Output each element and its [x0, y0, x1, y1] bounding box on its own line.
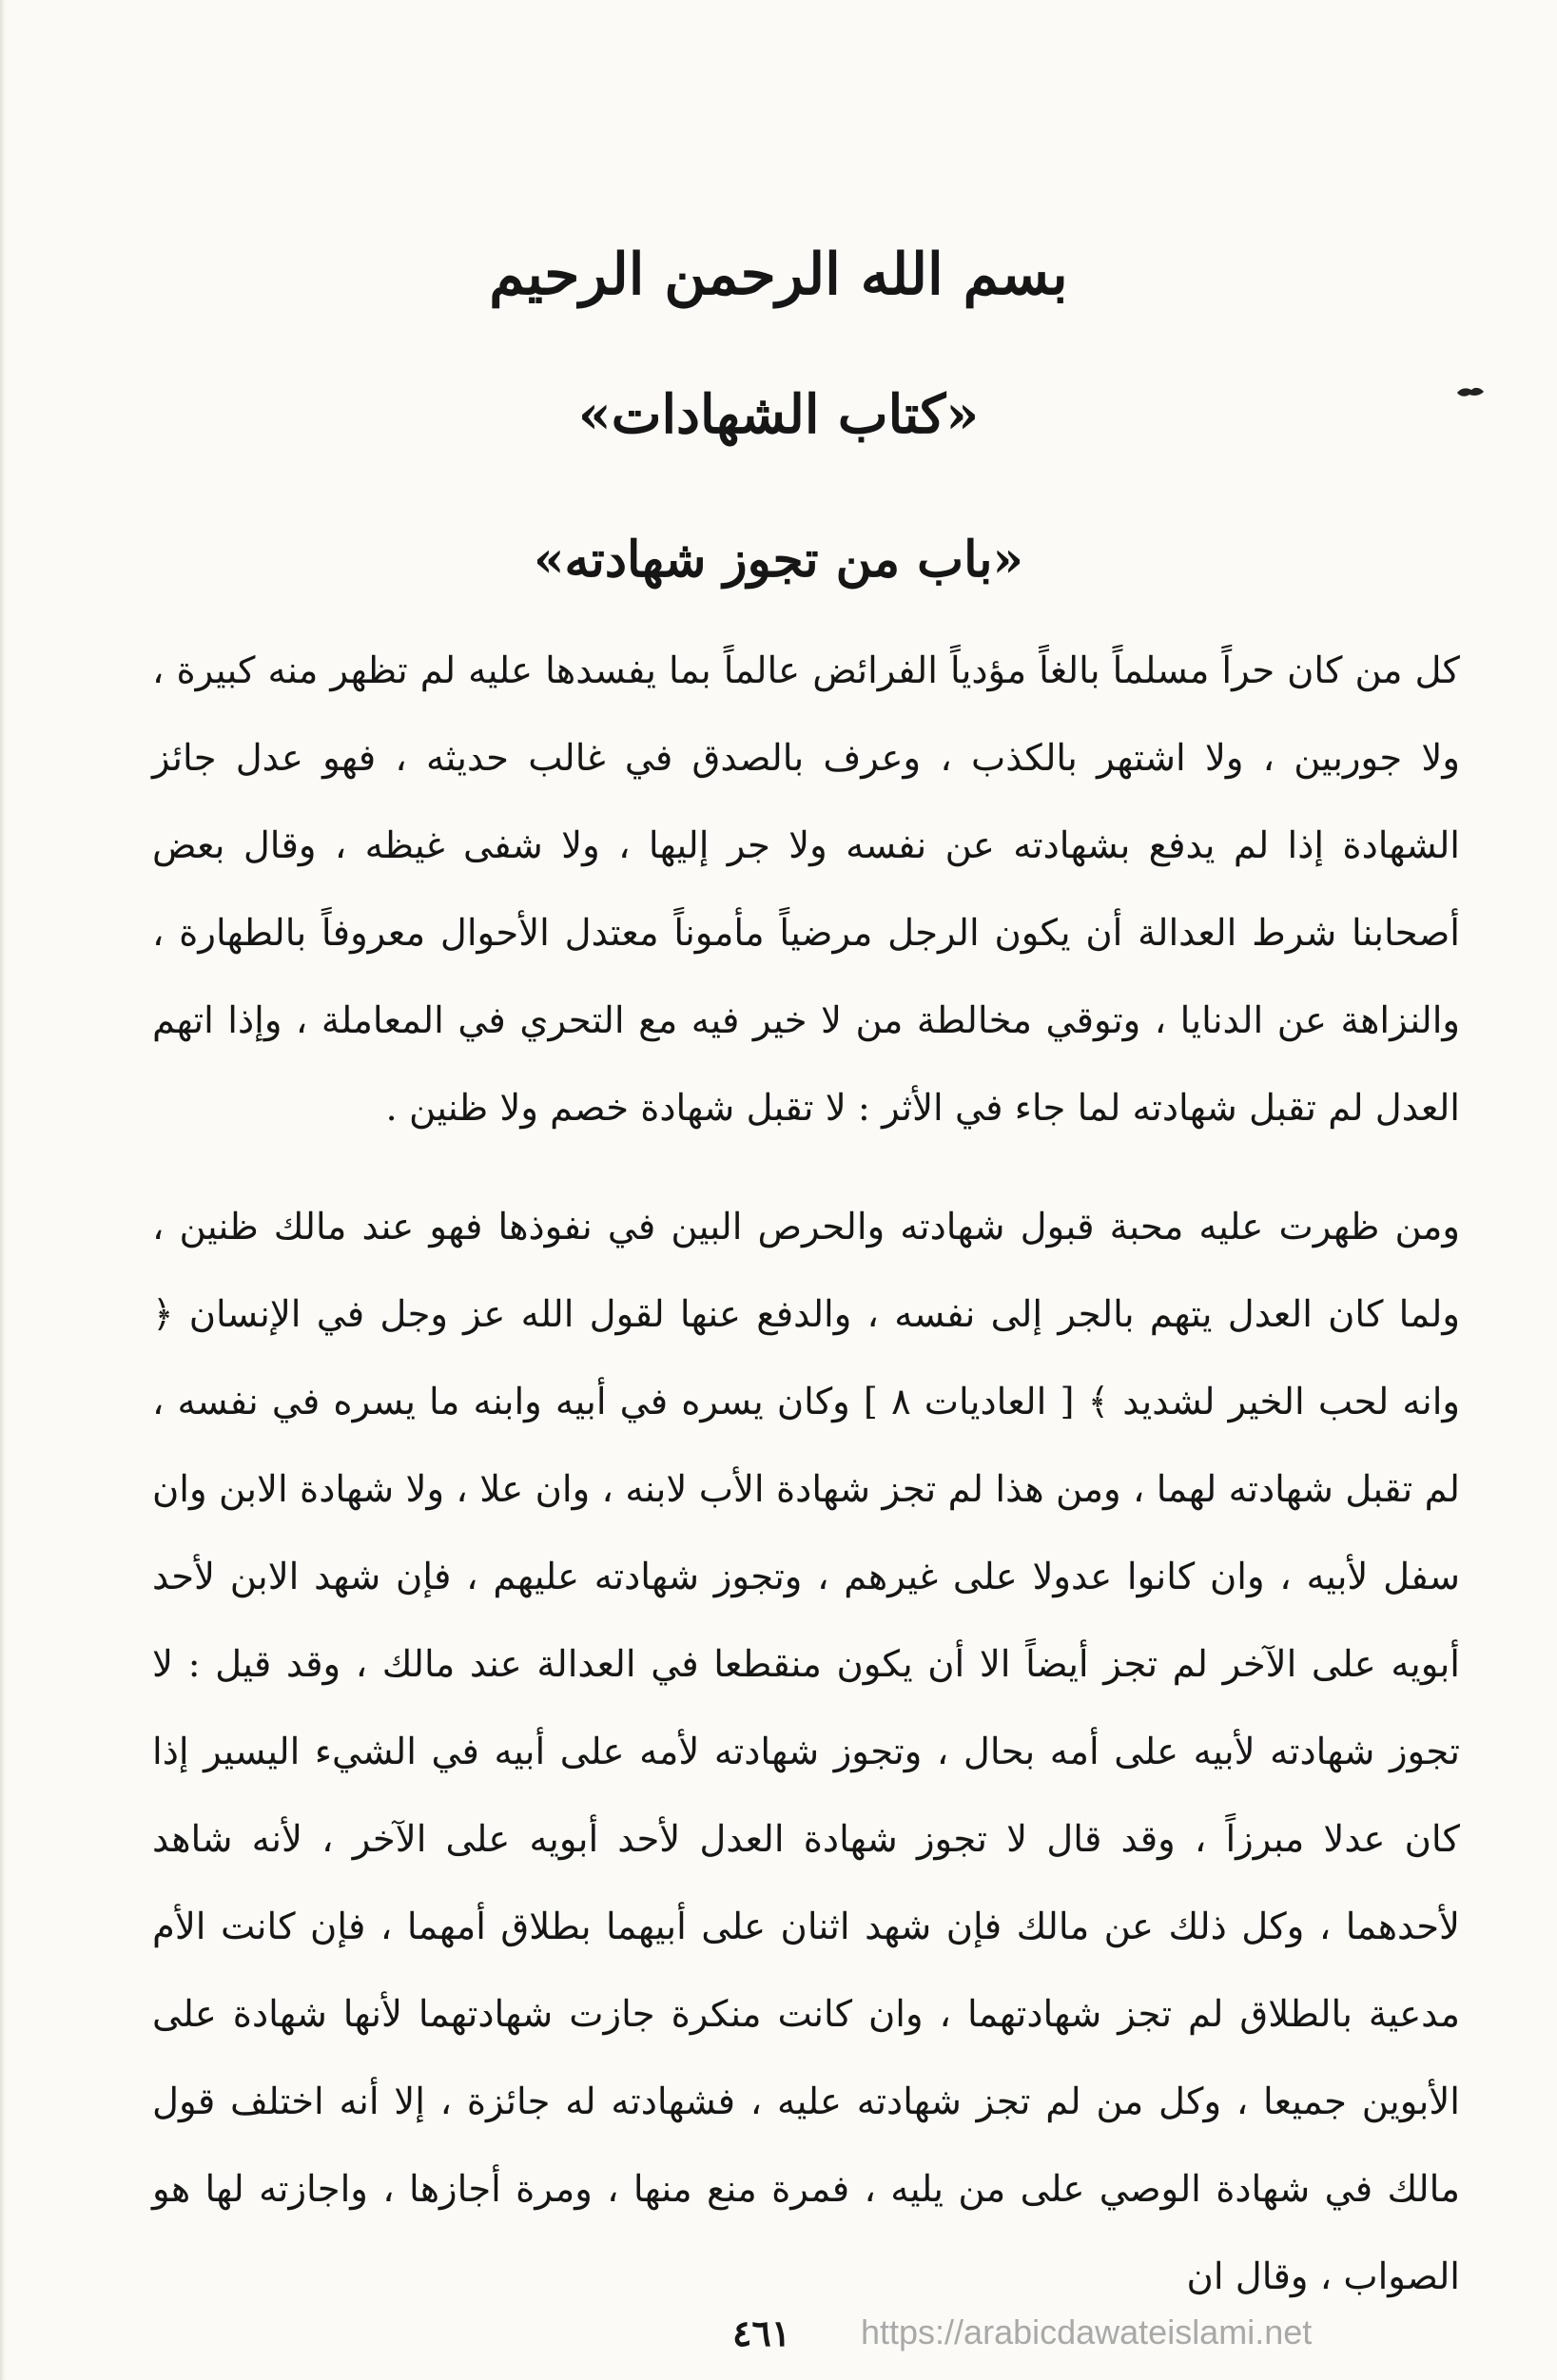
paragraph-1: كل من كان حراً مسلماً بالغاً مؤدياً الفرائض عالماً بما يفسدها عليه لم تظهر منه كبيرة ، ولا جوربين ، ولا اشتهر بالكذب ، وعرف بالصدق في غالب حديثه ، فهو عدل جائز الشهادة إذا لم يدفع بشهادته عن نفسه ولا جر إليها ، ولا شفى غيظه ، وقال بعض أصحابنا شرط العدالة أن يكون الرجل مرضياً مأموناً معتدل الأحوال معروفاً بالطهارة ، والنزاهة عن الدنايا ، وتوقي مخالطة من لا خير فيه مع التحري في المعاملة ، وإذا اتهم العدل لم تقبل شهادته لما جاء في الأثر : لا تقبل شهادة خصم ولا ظنين .	[152, 649, 1460, 1130]
page-edge-shadow	[0, 0, 6, 2380]
basmala-heading: بسم الله الرحمن الرحيم	[489, 242, 1068, 308]
book-title: «كتاب الشهادات»	[577, 383, 980, 446]
paragraph-2: ومن ظهرت عليه محبة قبول شهادته والحرص البين في نفوذها فهو عند مالك ظنين ، ولما كان العدل يتهم بالجر إلى نفسه ، والدفع عنها لقول الله عز وجل في الإنسان ﴿ وانه لحب الخير لشديد ﴾ [ العاديات ٨ ] وكان يسره في أبيه وابنه ما يسره في نفسه ، لم تقبل شهادته لهما ، ومن هذا لم تجز شهادة الأب لابنه ، وان علا ، ولا شهادة الابن وان سفل لأبيه ، وان كانوا عدولا على غيرهم ، وتجوز شهادته عليهم ، فإن شهد الابن لأحد أبويه على الآخر لم تجز أيضاً الا أن يكون منقطعا في العدالة عند مالك ، وقد قيل : لا تجوز شهادته لأبيه على أمه بحال ، وتجوز شهادته لأمه على أبيه في الشيء اليسير إذا كان عدلا مبرزاً ، وقد قال لا تجوز شهادة العدل لأحد أبويه على الآخر ، لأنه شاهد لأحدهما ، وكل ذلك عن مالك فإن شهد اثنان على أبيهما بطلاق أمهما ، فإن كانت الأم مدعية بالطلاق لم تجز شهادتهما ، وان كانت منكرة جازت شهادتهما لأنها شهادة على الأبوين جميعا ، وكل من لم تجز شهادته عليه ، فشهادته له جائزة ، إلا أنه اختلف قول مالك في شهادة الوصي على من يليه ، فمرة منع منها ، ومرة أجازها ، واجازته لها هو الصواب ، وقال ان	[152, 1206, 1460, 2298]
chapter-title: «باب من تجوز شهادته»	[534, 531, 1023, 589]
watermark-url: https://arabicdawateislami.net	[861, 2312, 1313, 2351]
page-number: ٤٦١	[732, 2312, 791, 2354]
